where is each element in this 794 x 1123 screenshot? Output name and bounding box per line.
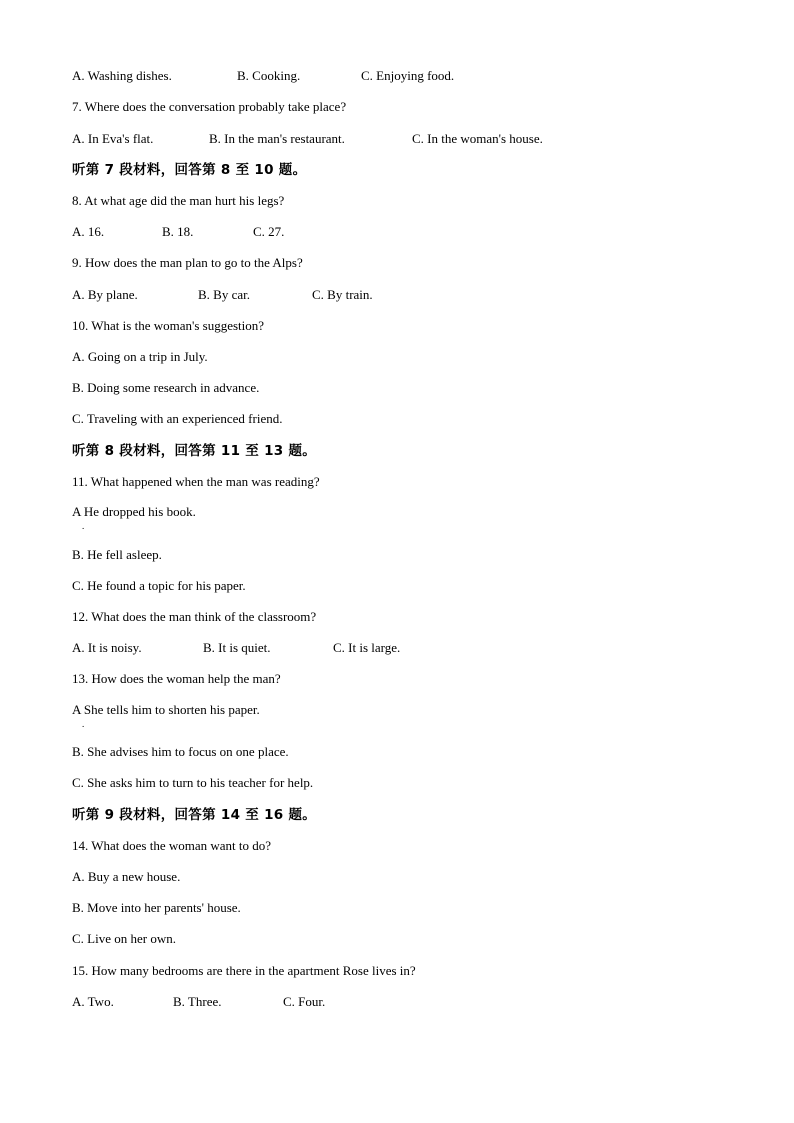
q12-option-c: C. It is large.	[333, 640, 401, 655]
q7-option-c: C. In the woman's house.	[412, 131, 543, 146]
q10-option-c: C. Traveling with an experienced friend.	[72, 411, 283, 426]
q13-dot-mark: .	[82, 719, 85, 729]
q10-question: 10. What is the woman's suggestion?	[72, 318, 265, 333]
section-8-heading: 听第 8 段材料，回答第 11 至 13 题。	[72, 443, 317, 459]
q11-dot-mark: .	[82, 521, 85, 531]
q8-option-c: C. 27.	[253, 224, 285, 239]
q14-option-a: A. Buy a new house.	[72, 869, 181, 884]
q10-option-a: A. Going on a trip in July.	[72, 349, 208, 364]
q15-option-a: A. Two.	[72, 994, 114, 1009]
q6-option-a: A. Washing dishes.	[72, 68, 172, 83]
q12-option-b: B. It is quiet.	[203, 640, 271, 655]
q9-option-a: A. By plane.	[72, 287, 138, 302]
q11-option-b: B. He fell asleep.	[72, 547, 162, 562]
q13-option-a: A She tells him to shorten his paper.	[72, 702, 260, 717]
q15-option-c: C. Four.	[283, 994, 326, 1009]
q9-option-c: C. By train.	[312, 287, 373, 302]
section-7-heading: 听第 7 段材料，回答第 8 至 10 题。	[72, 162, 307, 178]
q15-option-b: B. Three.	[173, 994, 222, 1009]
q11-option-c: C. He found a topic for his paper.	[72, 578, 246, 593]
q13-option-c: C. She asks him to turn to his teacher for help.	[72, 775, 314, 790]
q7-option-b: B. In the man's restaurant.	[209, 131, 345, 146]
q7-option-a: A. In Eva's flat.	[72, 131, 154, 146]
q6-option-c: C. Enjoying food.	[361, 68, 455, 83]
q13-question: 13. How does the woman help the man?	[72, 671, 281, 686]
q14-option-c: C. Live on her own.	[72, 931, 176, 946]
q9-question: 9. How does the man plan to go to the Alps?	[72, 255, 303, 270]
q8-option-b: B. 18.	[162, 224, 194, 239]
q8-option-a: A. 16.	[72, 224, 105, 239]
q15-question: 15. How many bedrooms are there in the apartment Rose lives in?	[72, 963, 416, 978]
q12-question: 12. What does the man think of the classroom?	[72, 609, 317, 624]
q12-option-a: A. It is noisy.	[72, 640, 142, 655]
q9-option-b: B. By car.	[198, 287, 250, 302]
q7-question: 7. Where does the conversation probably take place?	[72, 99, 347, 114]
q14-question: 14. What does the woman want to do?	[72, 838, 272, 853]
q8-question: 8. At what age did the man hurt his legs?	[72, 193, 285, 208]
q11-question: 11. What happened when the man was reading?	[72, 474, 320, 489]
section-9-heading: 听第 9 段材料，回答第 14 至 16 题。	[72, 807, 317, 823]
q13-option-b: B. She advises him to focus on one place.	[72, 744, 289, 759]
q6-option-b: B. Cooking.	[237, 68, 301, 83]
q10-option-b: B. Doing some research in advance.	[72, 380, 260, 395]
q14-option-b: B. Move into her parents' house.	[72, 900, 241, 915]
q11-option-a: A He dropped his book.	[72, 504, 196, 519]
